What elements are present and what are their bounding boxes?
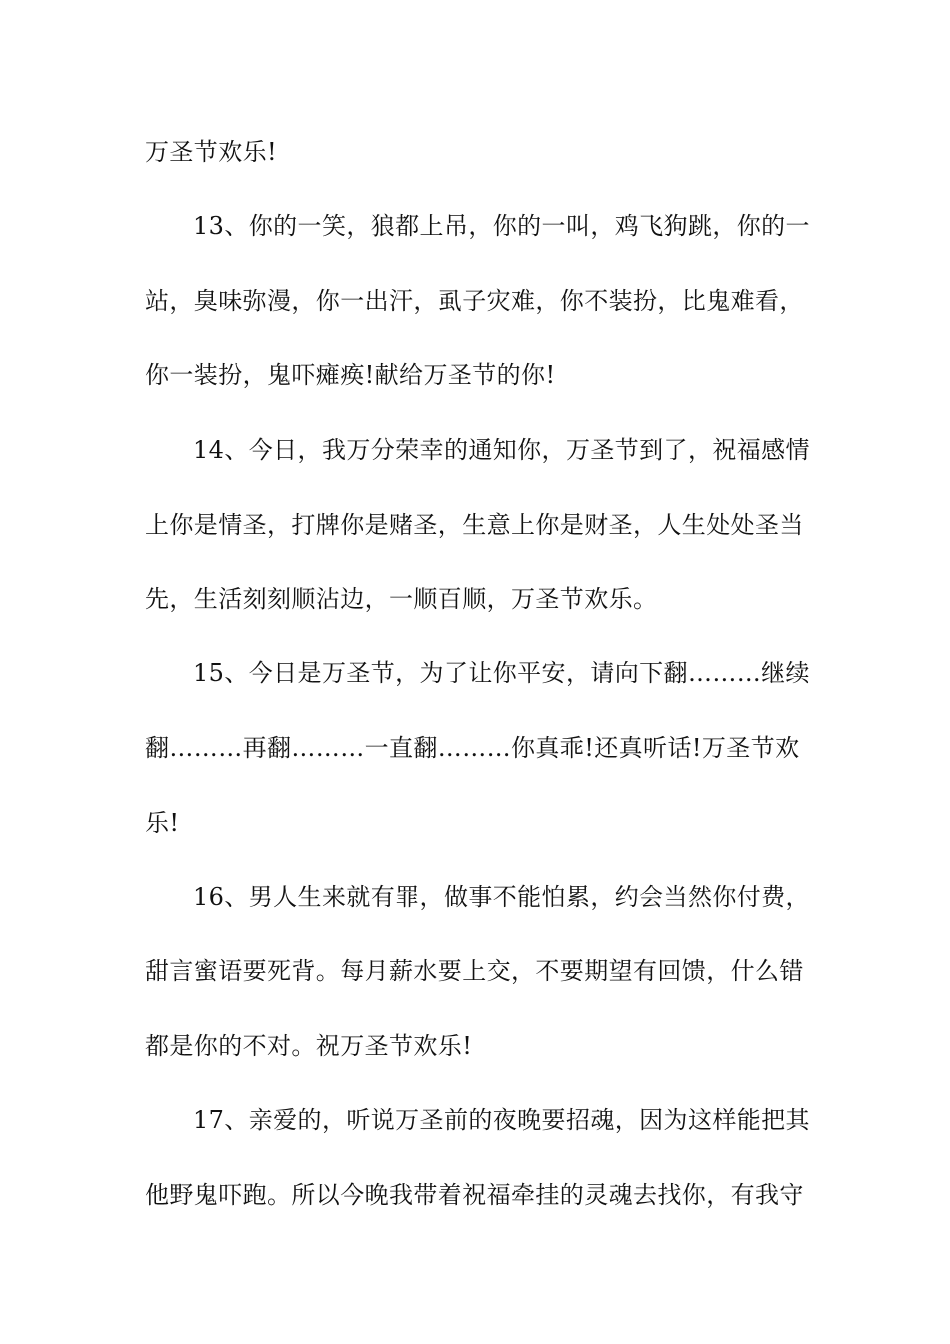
text-line: 甜言蜜语要死背。每月薪水要上交，不要期望有回馈，什么错 (145, 957, 804, 985)
paragraph-17-line-1: 17、亲爱的，听说万圣前的夜晚要招魂，因为这样能把其 (193, 1106, 810, 1134)
paragraph-13-line-1: 13、你的一笑，狼都上吊，你的一叫，鸡飞狗跳，你的一 (193, 212, 810, 240)
text-line: 站，臭味弥漫，你一出汗，虱子灾难，你不装扮，比鬼难看， (145, 287, 804, 315)
paragraph-14-line-1: 14、今日，我万分荣幸的通知你，万圣节到了，祝福感情 (193, 436, 810, 464)
text-line: 都是你的不对。祝万圣节欢乐! (145, 1032, 473, 1060)
paragraph-15-line-1: 15、今日是万圣节，为了让你平安，请向下翻………继续 (193, 659, 810, 687)
text-line: 先，生活刻刻顺沾边，一顺百顺，万圣节欢乐。 (145, 585, 658, 613)
text-line: 乐! (145, 809, 180, 837)
text-line: 你一装扮，鬼吓瘫痪!献给万圣节的你! (145, 361, 556, 389)
text-line: 上你是情圣，打牌你是赌圣，生意上你是财圣，人生处处圣当 (145, 511, 804, 539)
text-line: 他野鬼吓跑。所以今晚我带着祝福牵挂的灵魂去找你，有我守 (145, 1181, 804, 1209)
text-line: 万圣节欢乐! (145, 138, 278, 166)
paragraph-16-line-1: 16、男人生来就有罪，做事不能怕累，约会当然你付费， (193, 883, 810, 911)
text-line: 翻………再翻………一直翻………你真乖!还真听话!万圣节欢 (145, 734, 800, 762)
